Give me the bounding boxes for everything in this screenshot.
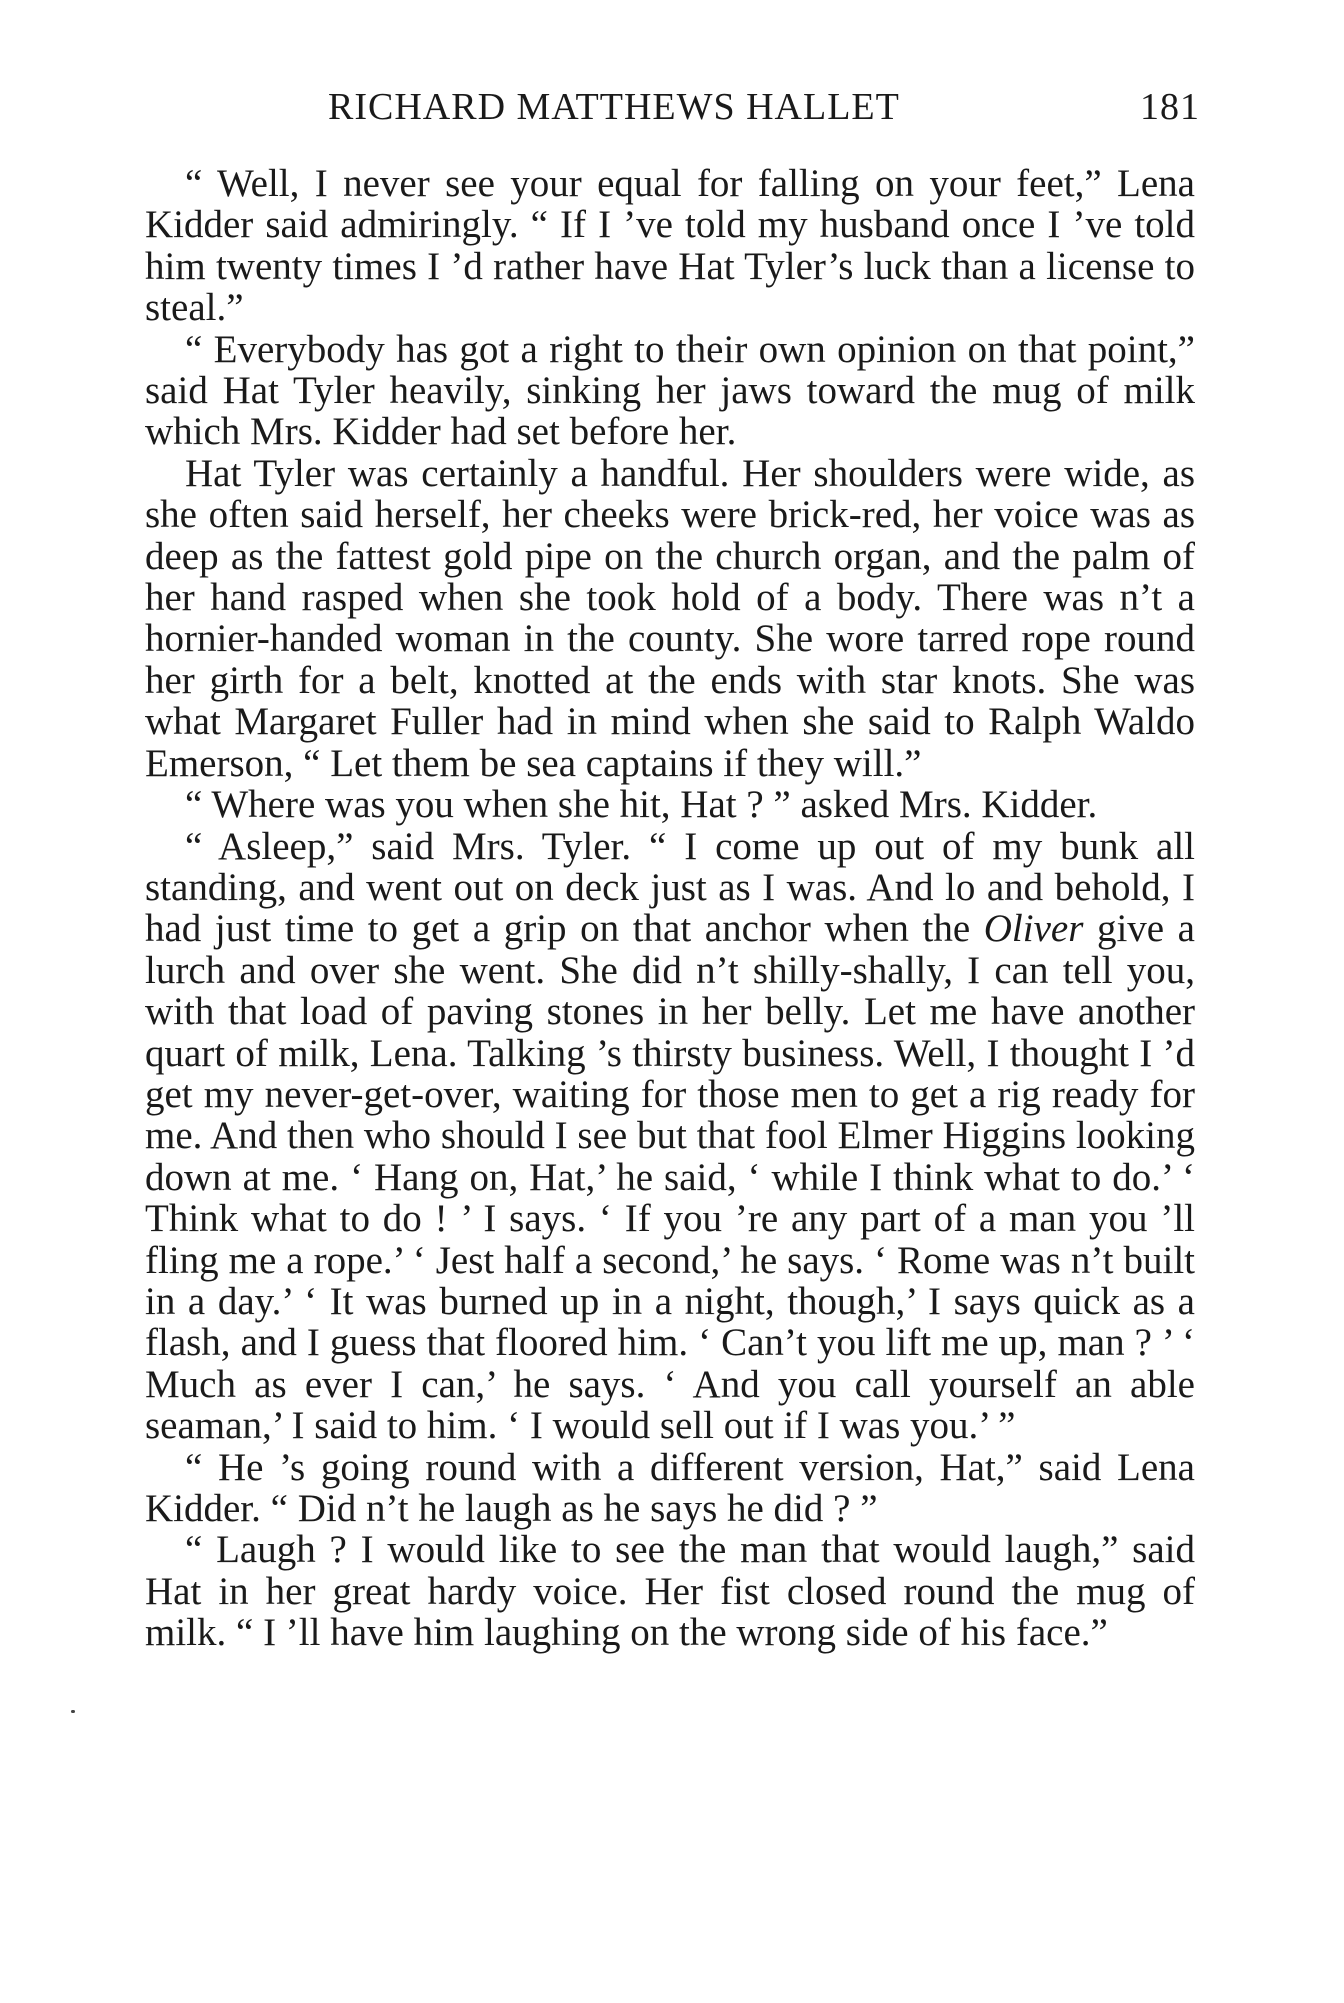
paragraph-1: “ Well, I never see your equal for falling on your feet,” Lena Kidder said admiringly. “ If I ’ve told my husband once I ’ve told him twenty times I ’d rather have Hat Tyler’s luck than a license to steal.” [145,162,1195,330]
paragraph-5-after: give a lurch and over she went. She did n’t shilly-shally, I can tell you, with that load of paving stones in her belly. Let me have another quart of milk, Lena. Talking ’s thirsty business. Well, I thought I ’d get my never-get-over, waiting for those men to get a rig ready for me. And then who should I see but that fool Elmer Higgins looking down at me. ‘ Hang on, Hat,’ he said, ‘ while I think what to do.’ ‘ Think what to do ! ’ I says. ‘ If you ’re any part of a man you ’ll fling me a rope.’ ‘ Jest half a second,’ he says. ‘ Rome was n’t built in a day.’ ‘ It was burned up in a night, though,’ I says quick as a flash, and I guess that floored him. ‘ Can’t you lift me up, man ? ’ ‘ Much as ever I can,’ he says. ‘ And you call yourself an able seaman,’ I said to him. ‘ I would sell out if I was you.’ ” [145,907,1195,1448]
page-header [328,82,1200,132]
paragraph-6: “ He ’s going round with a different version, Hat,” said Lena Kidder. “ Did n’t he laugh as he says he did ? ” [145,1445,1195,1530]
paragraph-5 [145,826,1195,1447]
ship-name: Oliver [983,907,1084,951]
paragraph-3: Hat Tyler was certainly a handful. Her shoulders were wide, as she often said herself, her cheeks were brick-red, her voice was as deep as the fattest gold pipe on the church organ, and the palm of her hand rasped when she took hold of a body. There was n’t a hornier-handed woman in the county. She wore tarred rope round her girth for a belt, knotted at the ends with star knots. She was what Margaret Fuller had in mind when she said to Ralph Waldo Emerson, “ Let them be sea captains if they will.” [145,451,1195,785]
body-text [145,163,1195,1654]
page-number: 181 [1140,86,1200,128]
paragraph-7: “ Laugh ? I would like to see the man that would laugh,” said Hat in her great hardy voice. Her fist closed round the mug of milk. “ I ’ll have him laughing on the wrong side of his face.” [145,1528,1195,1655]
running-head: RICHARD MATTHEWS HALLET [328,86,900,128]
paragraph-4: “ Where was you when she hit, Hat ? ” asked Mrs. Kidder. [185,783,1098,827]
paragraph-5-before: “ Asleep,” said Mrs. Tyler. “ I come up out of my bunk all standing, and went out on deck just as I was. And lo and behold, I had just time to get a grip on that anchor when the [145,824,1195,951]
paragraph-2: “ Everybody has got a right to their own opinion on that point,” said Hat Tyler heavily, sinking her jaws toward the mug of milk which Mrs. Kidder had set before her. [145,327,1195,454]
margin-dot [71,1710,75,1713]
